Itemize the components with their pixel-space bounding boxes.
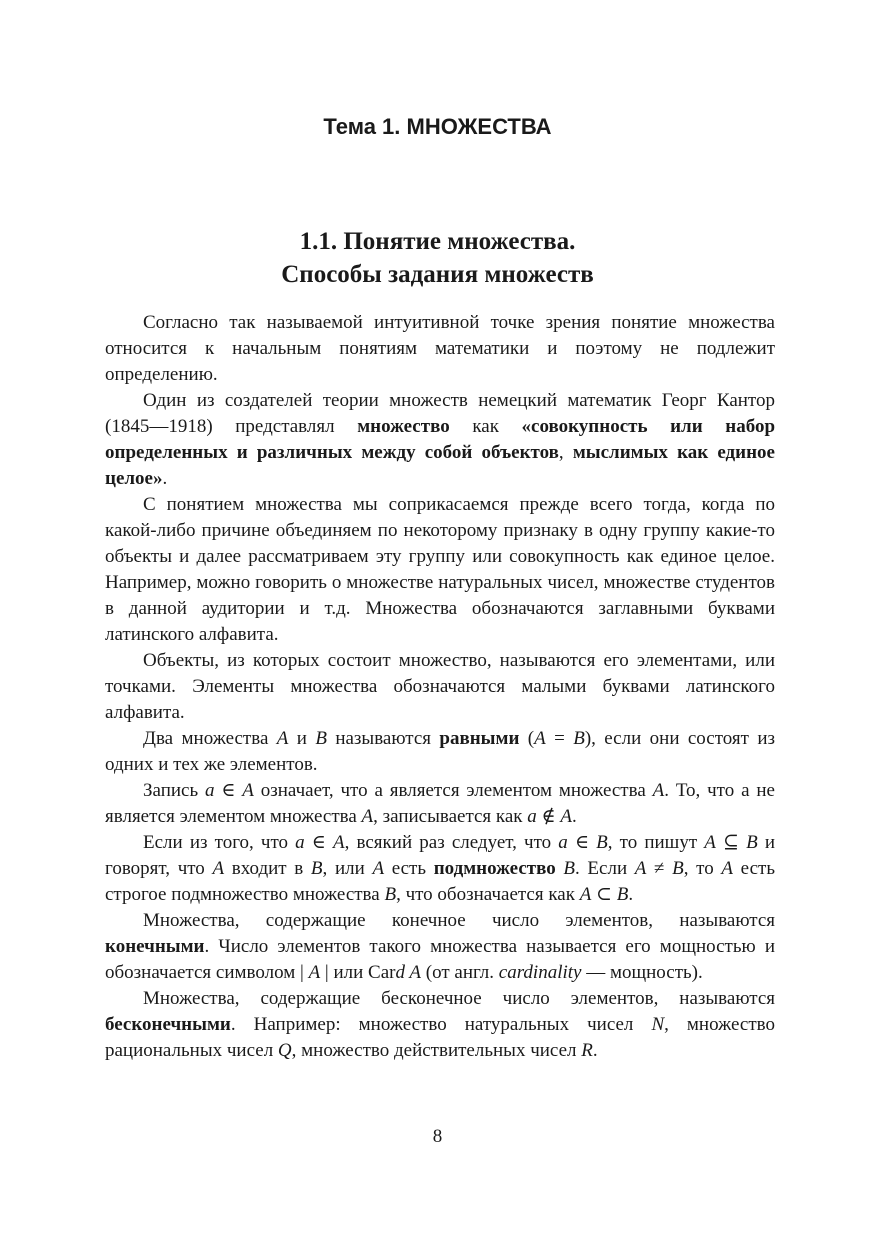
section-title-line-1: 1.1. Понятие множества. (299, 228, 576, 255)
body-text (105, 310, 775, 1064)
paragraph-cantor-definition: Один из создателей теории множеств немецкий математик Георг Кантор (1845—1918) представлял множество как «совокупность или набор определенных и различных между собой объектов, мыслимых как единое целое». (105, 390, 776, 489)
paragraph-equal-sets: Два множества A и B называются равными (A = B), если они состоят из одних и тех же элементов. (105, 728, 775, 775)
chapter-title: Тема 1. МНОЖЕСТВА (323, 114, 552, 139)
paragraph-intuitive-definition: Согласно так называемой интуитивной точке зрения понятие множества относится к начальным понятиям математики и поэтому не подлежит определению. (105, 312, 775, 385)
paragraph-finite-sets: Множества, содержащие конечное число элементов, называются конечными. Число элементов такого множества называется его мощностью и обозначается символом | A | или Card A (от англ. cardinality — мощность). (105, 910, 775, 983)
paragraph-membership: Запись a ∈ A означает, что а является элементом множества A. То, что а не является элементом множества A, записывается как a ∉ A. (105, 780, 775, 827)
paragraph-subset: Если из того, что a ∈ A, всякий раз следует, что a ∈ B, то пишут A ⊆ B и говорят, что A входит в B, или A есть подмножество B. Если A ≠ B, то A есть строгое подмножество множества B, что обозначается как A ⊂ B. (105, 832, 775, 905)
page-number: 8 (432, 1126, 443, 1147)
section-title (0, 225, 875, 291)
paragraph-infinite-sets: Множества, содержащие бесконечное число элементов, называются бесконечными. Например: множество натуральных чисел N, множество рациональных чисел Q, множество действительных чисел R. (105, 988, 775, 1061)
paragraph-elements: Объекты, из которых состоит множество, называются его элементами, или точками. Элементы множества обозначаются малыми буквами латинского алфавита. (105, 650, 775, 723)
section-title-line-2: Способы задания множеств (281, 261, 594, 288)
paragraph-set-examples: С понятием множества мы соприкасаемся прежде всего тогда, когда по какой-либо причине объединяем по некоторому признаку в одну группу какие-то объекты и далее рассматриваем эту группу или совокупность как единое целое. Например, можно говорить о множестве натуральных чисел, множестве студентов в данной аудитории и т.д. Множества обозначаются заглавными буквами латинского алфавита. (105, 494, 775, 645)
